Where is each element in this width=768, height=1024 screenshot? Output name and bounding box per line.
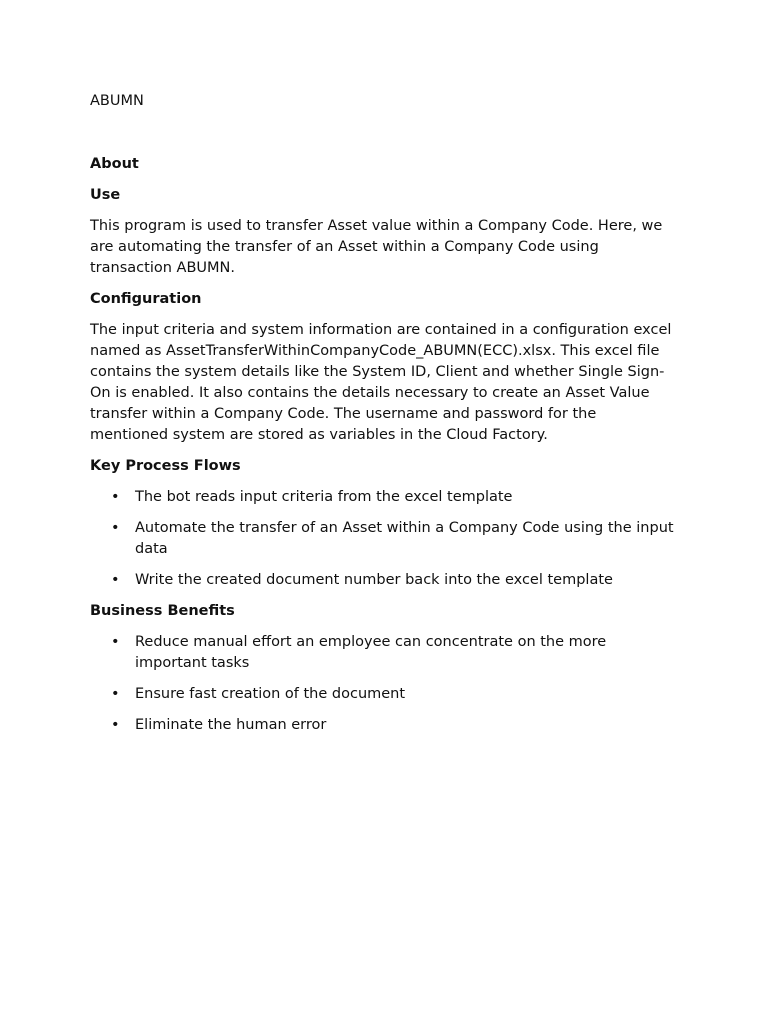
list-item-text: Write the created document number back into the excel template: [135, 572, 613, 588]
bullet-icon: •: [111, 572, 120, 588]
list-item-text: Ensure fast creation of the document: [135, 686, 406, 702]
list-item-text: The bot reads input criteria from the excel template: [135, 489, 513, 505]
document-title: ABUMN: [90, 93, 144, 109]
business-benefits-list: [90, 632, 678, 736]
list-item: [90, 487, 675, 508]
list-item: [90, 715, 675, 736]
list-item: [90, 518, 675, 560]
list-item-text: Automate the transfer of an Asset within a Company Code using the input data: [135, 520, 674, 557]
list-item: [90, 684, 675, 705]
configuration-paragraph: The input criteria and system information are contained in a configuration excel named as AssetTransferWithinCompanyCode_ABUMN(ECC).xlsx. This excel file contains the system details like the System ID, Client and whether Single Sign-On is enabled. It also contains the details necessary to create an Asset Value transfer within a Company Code. The username and password for the mentioned system are stored as variables in the Cloud Factory.: [90, 322, 672, 443]
bullet-icon: •: [111, 634, 120, 650]
bullet-icon: •: [111, 686, 120, 702]
heading-use: Use: [90, 187, 121, 203]
key-process-flows-list: [90, 487, 678, 591]
use-paragraph: This program is used to transfer Asset value within a Company Code. Here, we are automating the transfer of an Asset within a Company Code using transaction ABUMN.: [90, 218, 663, 276]
heading-configuration: Configuration: [90, 291, 202, 307]
bullet-icon: •: [111, 520, 120, 536]
heading-key-process-flows: Key Process Flows: [90, 458, 241, 474]
bullet-icon: •: [111, 717, 120, 733]
list-item: [90, 570, 675, 591]
heading-about: About: [90, 156, 139, 172]
list-item: [90, 632, 675, 674]
bullet-icon: •: [111, 489, 120, 505]
list-item-text: Reduce manual effort an employee can concentrate on the more important tasks: [135, 634, 607, 671]
list-item-text: Eliminate the human error: [135, 717, 327, 733]
heading-business-benefits: Business Benefits: [90, 603, 235, 619]
